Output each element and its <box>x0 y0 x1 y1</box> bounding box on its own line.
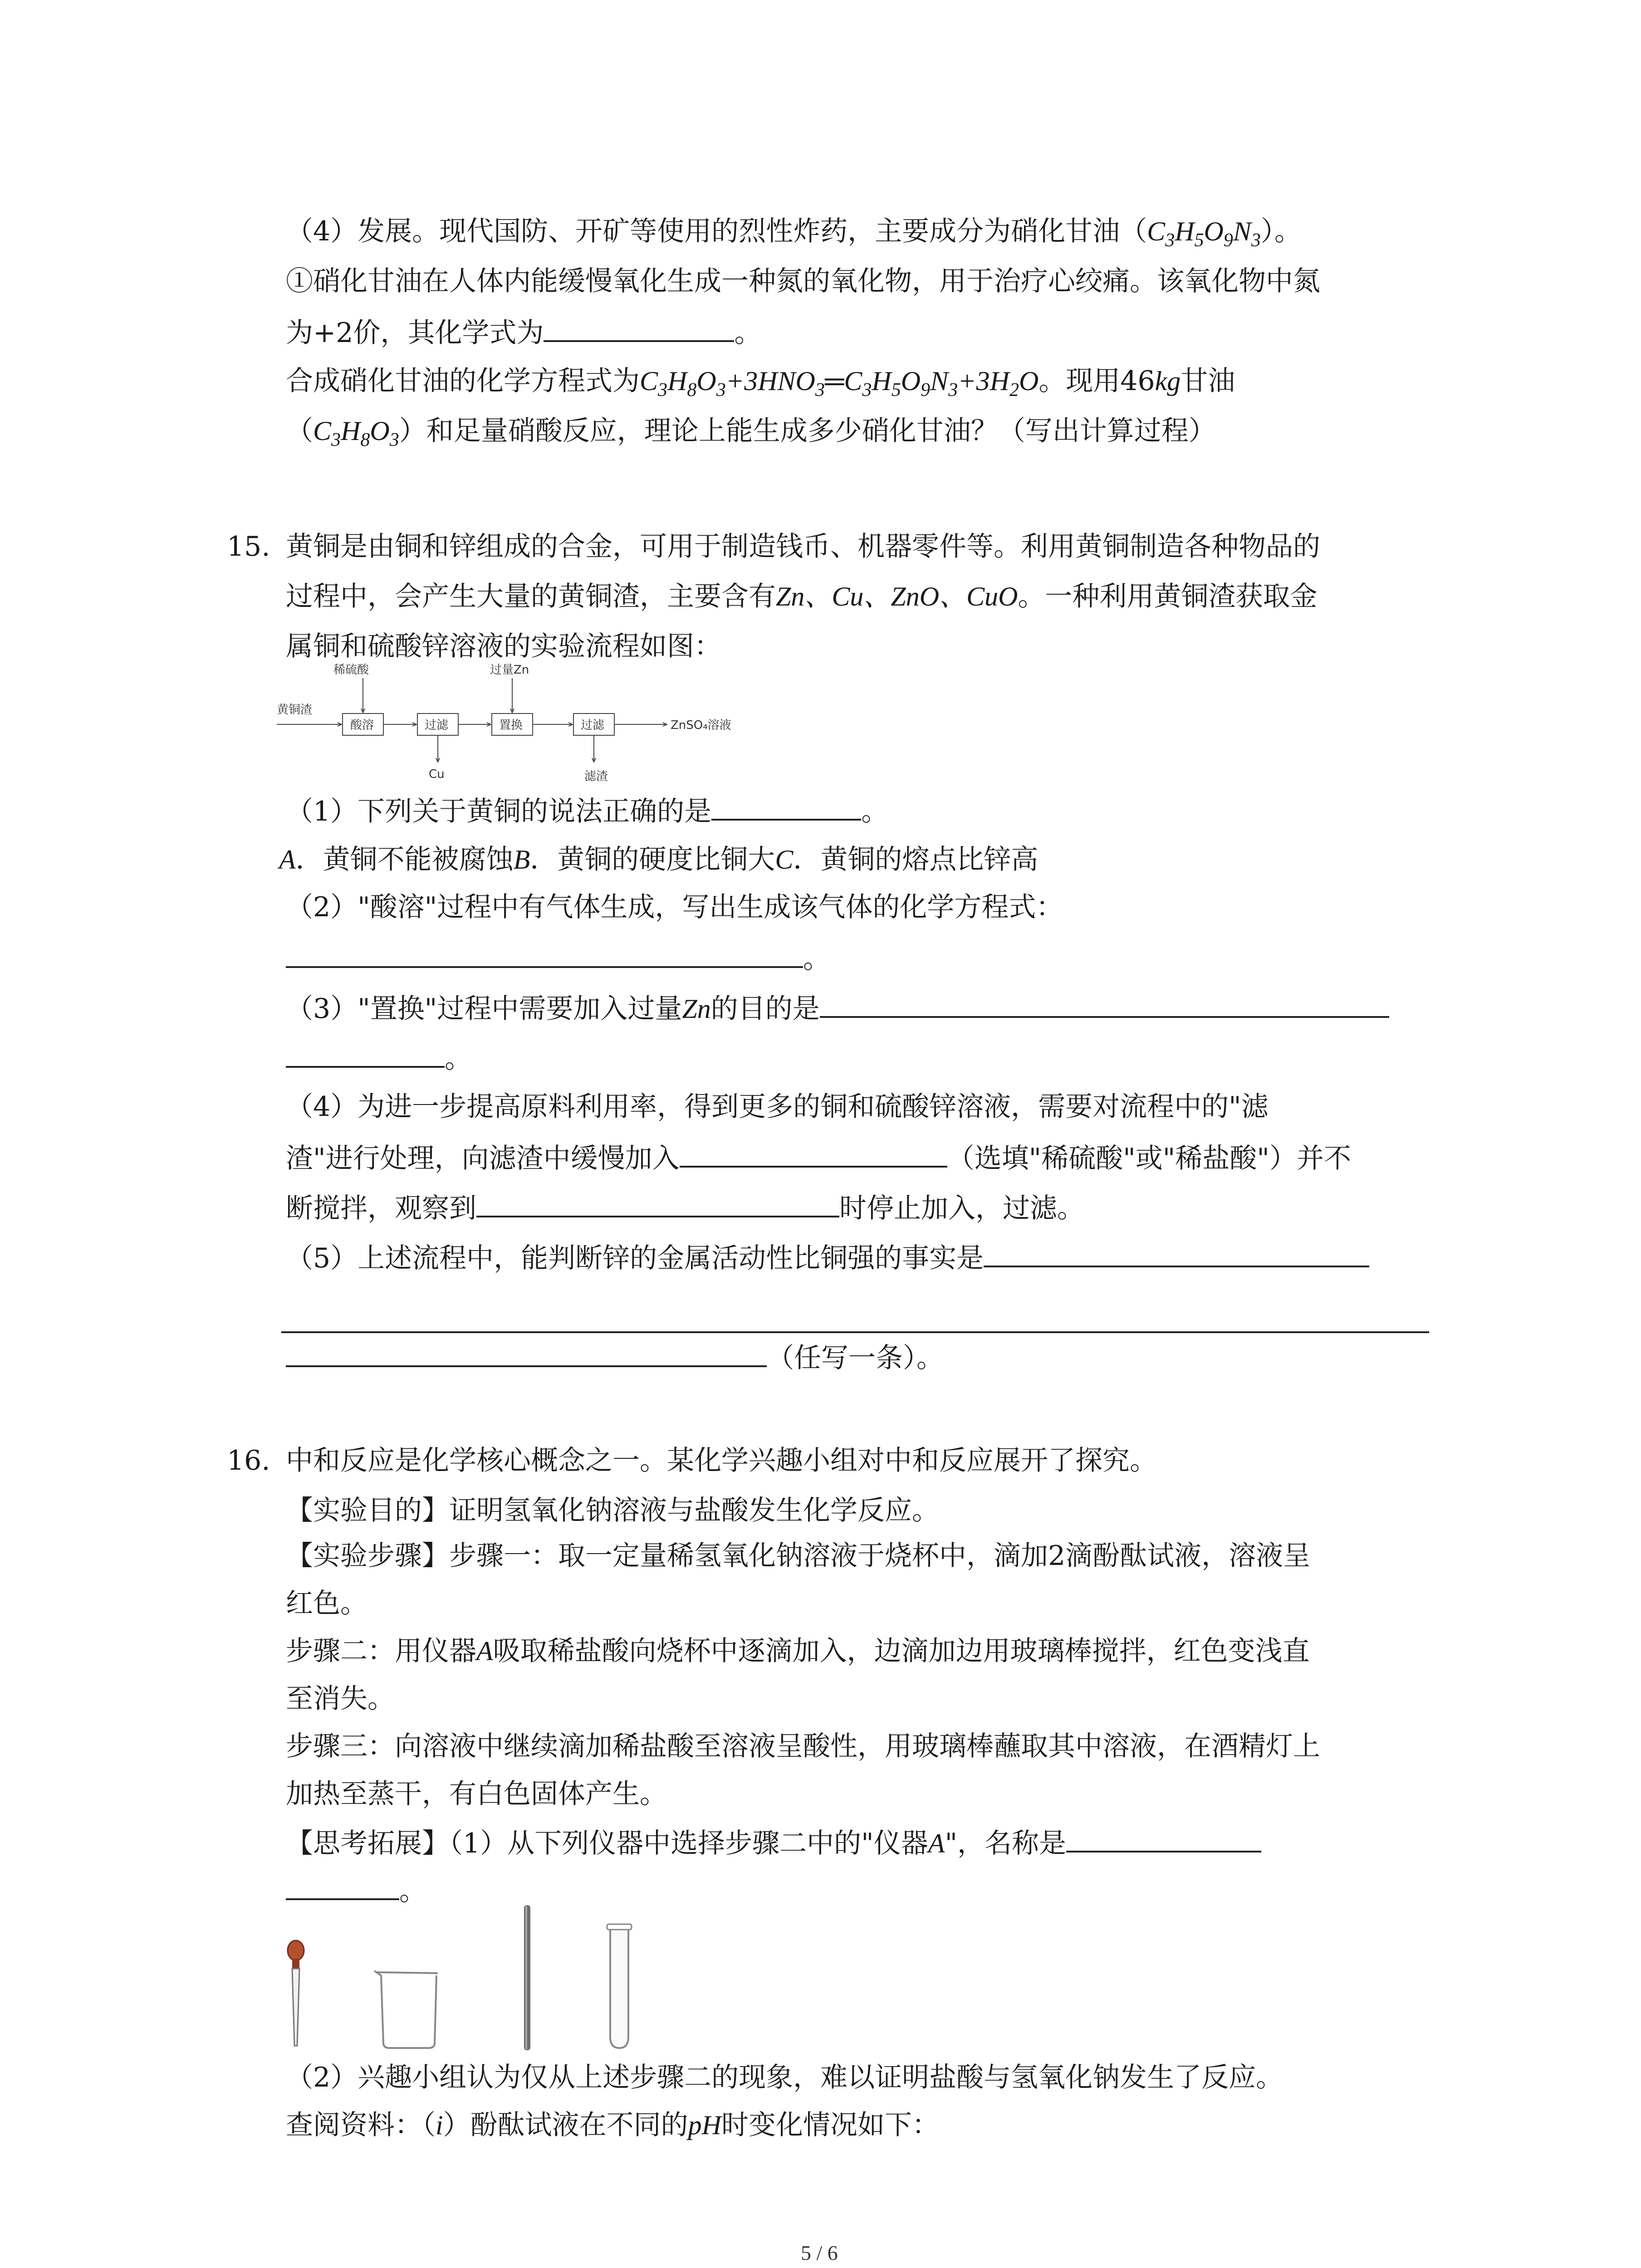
dropper-icon[interactable] <box>288 1941 304 2046</box>
q14-part4-sub2-line1: 合成硝化甘油的化学方程式为$C_3H_8O_3+3HNO_3═C_3H_5O_9N_3+3H_2O$。现用46kg甘油 <box>286 365 1235 401</box>
synthesis-equation: $C_3H_8O_3+3HNO_3═C_3H_5O_9N_3+3H_2O$ <box>640 366 1039 401</box>
answer-blank-q15-5c[interactable] <box>286 1338 767 1367</box>
flow-box-acid-dissolve-label: 酸溶 <box>350 719 374 732</box>
glass-rod-icon[interactable] <box>524 1905 530 2050</box>
page-number: 5 / 6 <box>801 2241 838 2264</box>
flow-start-label: 黄铜渣 <box>277 703 313 717</box>
q15-sub2: （2）"酸溶"过程中有气体生成，写出生成该气体的化学方程式： <box>286 891 1063 923</box>
answer-blank-q15-4b[interactable] <box>476 1188 839 1217</box>
q14-part4-sub2-line2: $(C_3H_8O_3)$和足量硝酸反应，理论上能生成多少硝化甘油？（写出计算过程） <box>286 415 1216 450</box>
answer-blank-q15-1[interactable] <box>711 792 861 821</box>
test-tube-icon[interactable] <box>607 1924 632 2048</box>
q16-step1-line2: 红色。 <box>286 1588 367 1619</box>
flow-box-filter1-label: 过滤 <box>425 719 449 732</box>
q16-reference-line: 查阅资料：（i）酚酞试液在不同的pH时变化情况如下： <box>286 2109 940 2141</box>
lab-apparatus-row <box>272 1901 726 2055</box>
q15-sub3: （3）"置换"过程中需要加入过量Zn的目的是 <box>286 989 1389 1027</box>
flow-output-residue: 滤渣 <box>584 770 608 783</box>
q16-step3-line2: 加热至蒸干，有白色固体产生。 <box>286 1778 667 1810</box>
question-number-16: 16. <box>227 1445 270 1476</box>
q15-sub3-cont: 。 <box>286 1039 472 1077</box>
q15-sub5: （5）上述流程中，能判断锌的金属活动性比铜强的事实是 <box>286 1238 1369 1276</box>
answer-blank-q15-2[interactable] <box>286 939 803 968</box>
brass-process-flow-diagram <box>272 660 771 792</box>
flow-box-filter2-label: 过滤 <box>581 719 605 732</box>
answer-line-q15-5b[interactable] <box>281 1331 1429 1333</box>
answer-blank-q15-5a[interactable] <box>984 1238 1369 1267</box>
flow-box-replace-label: 置换 <box>499 719 523 732</box>
q16-think-line2: 。 <box>286 1871 426 1909</box>
q15-sub4-line3: 断搅拌，观察到 时停止加入，过滤。 <box>286 1188 1084 1227</box>
q16-stem: 中和反应是化学核心概念之一。某化学兴趣小组对中和反应展开了探究。 <box>286 1445 1157 1476</box>
flow-output-cu: Cu <box>429 767 445 781</box>
q15-sub1: （1）下列关于黄铜的说法正确的是 。 <box>286 792 888 830</box>
q16-step1-line1: 【实验步骤】步骤一：取一定量稀氢氧化钠溶液于烧杯中，滴加2滴酚酞试液，溶液呈 <box>286 1540 1311 1572</box>
q16-think-line1: 【思考拓展】（1）从下列仪器中选择步骤二中的"仪器A"，名称是 <box>286 1823 1261 1862</box>
q15-stem-line2: 过程中，会产生大量的黄铜渣，主要含有Zn、Cu、ZnO、CuO。一种利用黄铜渣获取金 <box>286 581 1318 612</box>
answer-blank-q15-4a[interactable] <box>680 1139 947 1168</box>
flow-product-label: ZnSO₄溶液 <box>671 719 731 732</box>
q16-step2-line1: 步骤二：用仪器A吸取稀盐酸向烧杯中逐滴加入，边滴加边用玻璃棒搅拌，红色变浅直 <box>286 1635 1310 1667</box>
q14-part4-line1: （4）发展。现代国防、开矿等使用的烈性炸药，主要成分为硝化甘油$(C_3H_5O_9N_3)$。 <box>286 215 1302 251</box>
flow-reagent-dilute-sulfuric-acid: 稀硫酸 <box>333 663 369 677</box>
flow-reagent-excess-zn: 过量Zn <box>490 663 529 677</box>
answer-blank-q15-3a[interactable] <box>820 989 1389 1018</box>
nitroglycerin-formula: $C_3H_5O_9N_3$ <box>1147 216 1261 251</box>
q15-sub5-end: （任写一条）。 <box>286 1338 944 1376</box>
answer-blank-q15-3b[interactable] <box>286 1039 445 1068</box>
q15-stem-line3: 属铜和硫酸锌溶液的实验流程如图： <box>286 631 721 662</box>
q16-step3-line1: 步骤三：向溶液中继续滴加稀盐酸至溶液呈酸性，用玻璃棒蘸取其中溶液，在酒精灯上 <box>286 1730 1320 1762</box>
beaker-icon[interactable] <box>374 1971 438 2048</box>
q15-sub4-line1: （4）为进一步提高原料利用率，得到更多的铜和硫酸锌溶液，需要对流程中的"滤 <box>286 1091 1269 1123</box>
q15-stem-line1: 黄铜是由铜和锌组成的合金，可用于制造钱币、机器零件等。利用黄铜制造各种物品的 <box>286 531 1320 562</box>
answer-blank-q16-1b[interactable] <box>286 1871 399 1900</box>
q15-sub1-options: A．黄铜不能被腐蚀B．黄铜的硬度比铜大C．黄铜的熔点比锌高 <box>279 844 1038 875</box>
q14-part4-sub1-line2: 为+2价，其化学式为 。 <box>286 313 761 351</box>
answer-blank-oxide-formula[interactable] <box>544 313 734 342</box>
q14-part4-sub1-line1: ①硝化甘油在人体内能缓慢氧化生成一种氮的氧化物，用于治疗心绞痛。该氧化物中氮 <box>286 265 1320 297</box>
q16-sub2: （2）兴趣小组认为仅从上述步骤二的现象，难以证明盐酸与氢氧化钠发生了反应。 <box>286 2062 1283 2093</box>
q15-sub4-line2: 渣"进行处理，向滤渣中缓慢加入 （选填"稀硫酸"或"稀盐酸"）并不 <box>286 1139 1351 1177</box>
q15-sub2-answer-line: 。 <box>286 939 830 977</box>
question-number-15: 15. <box>227 531 270 562</box>
answer-blank-q16-1a[interactable] <box>1066 1823 1261 1853</box>
q16-step2-line2: 至消失。 <box>286 1683 395 1715</box>
q16-goal: 【实验目的】证明氢氧化钠溶液与盐酸发生化学反应。 <box>286 1495 939 1526</box>
